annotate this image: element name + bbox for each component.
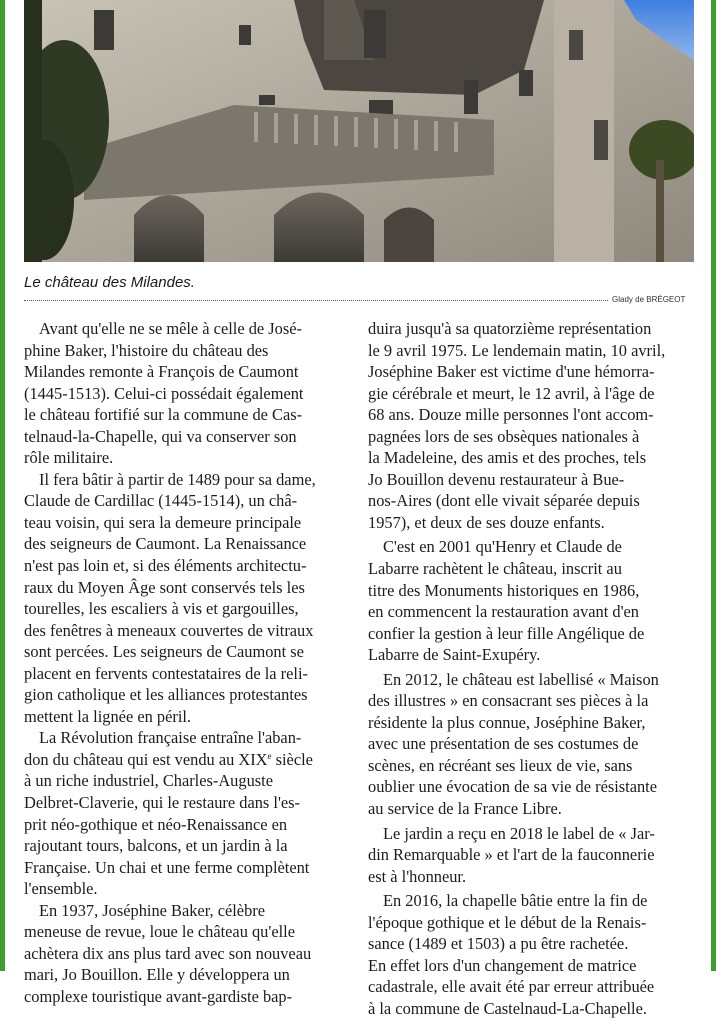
text-line: raux du Moyen Âge sont conservés tels les: [24, 577, 305, 597]
text-line: au service de la France Libre.: [368, 799, 562, 819]
text-line: titre des Monuments historiques en 1986,: [368, 580, 640, 600]
text-line: le château fortifié sur la commune de Cas-: [24, 405, 303, 425]
text-line: Il fera bâtir à partir de 1489 pour sa dame,: [39, 469, 316, 489]
text-line: [24, 749, 350, 771]
text-line: En 2016, la chapelle bâtie entre la fin de: [383, 891, 648, 911]
photo-caption: Le château des Milandes.: [24, 274, 195, 291]
text-line: nos-Aires (dont elle vivait séparée depuis: [368, 491, 640, 511]
text-line: Joséphine Baker est victime d'une hémorra-: [368, 362, 655, 382]
text-line: des illustres » en consacrant ses pièces à la: [368, 691, 649, 711]
text-line: confier la gestion à leur fille Angélique de: [368, 623, 645, 643]
text-line: 68 ans. Douze mille personnes l'ont accom-: [368, 405, 654, 425]
text-line: phine Baker, l'histoire du château des: [24, 340, 269, 360]
chateau-photo: [24, 0, 694, 262]
text-line: avec une présentation de ses costumes de: [368, 734, 639, 754]
text-line: à la commune de Castelnaud-La-Chapelle.: [368, 998, 647, 1018]
text-line: l'ensemble.: [24, 879, 98, 899]
text-line: teau voisin, qui sera la demeure principale: [24, 512, 302, 532]
text-line: des fenêtres à meneaux couvertes de vitraux: [24, 620, 314, 640]
text-line: din Remarquable » et l'art de la fauconnerie: [368, 845, 655, 865]
text-line: tourelles, les escaliers à vis et gargouilles,: [24, 599, 299, 619]
text-fragment: siècle: [271, 749, 313, 769]
paragraph: [24, 318, 350, 469]
paragraph: [24, 727, 350, 899]
text-line: mettent la lignée en péril.: [24, 706, 192, 726]
text-line: Claude de Cardillac (1445-1514), un châ-: [24, 491, 298, 511]
century-superscript: e: [267, 750, 272, 761]
text-line: telnaud-la-Chapelle, qui va conserver son: [24, 426, 297, 446]
text-line: oublier une évocation de sa vie de résistante: [368, 777, 658, 797]
text-line: En 1937, Joséphine Baker, célèbre: [39, 900, 266, 920]
text-line: C'est en 2001 qu'Henry et Claude de: [383, 537, 622, 557]
text-line: pagnées lors de ses obsèques nationales à: [368, 426, 640, 446]
text-line: En effet lors d'un changement de matrice: [368, 955, 637, 975]
text-line: prit néo-gothique et néo-Renaissance en: [24, 814, 288, 834]
text-line: sont percées. Les seigneurs de Caumont se: [24, 642, 304, 662]
paragraph: [368, 890, 694, 1019]
paragraph: [368, 823, 694, 888]
text-line: Française. Un chai et une ferme complètent: [24, 857, 310, 877]
paragraph: [24, 469, 350, 728]
text-line: à un riche industriel, Charles-Auguste: [24, 771, 273, 791]
text-line: Milandes remonte à François de Caumont: [24, 362, 299, 382]
page-border-left: [0, 0, 5, 971]
text-line: n'est pas loin et, si des éléments architectu-: [24, 556, 307, 576]
photo-credit: Glady de BRÉGEOT: [612, 295, 686, 304]
text-line: sance (1489 et 1503) a pu être rachetée.: [368, 934, 629, 954]
text-line: en commencent la restauration avant d'en: [368, 602, 640, 622]
text-line: mari, Jo Bouillon. Elle y développera un: [24, 965, 290, 985]
article-column-left: [24, 318, 350, 1008]
text-line: résidente la plus connue, Joséphine Baker,: [368, 712, 646, 732]
text-line: Le jardin a reçu en 2018 le label de « Jar-: [383, 823, 655, 843]
text-line: gion catholique et les alliances protestantes: [24, 685, 308, 705]
text-line: Labarre rachètent le château, inscrit au: [368, 559, 622, 579]
text-line: des seigneurs de Caumont. La Renaissance: [24, 534, 307, 554]
text-line: La Révolution française entraîne l'aban-: [39, 728, 302, 748]
text-line: rajoutant tours, balcons, et un jardin à la: [24, 836, 288, 856]
paragraph: [368, 318, 694, 533]
text-fragment: don du château qui est vendu au XIX: [24, 749, 268, 769]
text-line: complexe touristique avant-gardiste bap-: [24, 986, 293, 1006]
text-line: rôle militaire.: [24, 448, 114, 468]
text-line: 1957), et deux de ses douze enfants.: [368, 512, 605, 532]
text-line: Jo Bouillon devenu restaurateur à Bue-: [368, 469, 625, 489]
text-line: gie cérébrale et meurt, le 12 avril, à l'âge de: [368, 383, 655, 403]
paragraph: [368, 669, 694, 820]
paragraph: [24, 900, 350, 1008]
text-line: placent en fervents contestataires de la reli-: [24, 663, 308, 683]
text-line: Avant qu'elle ne se mêle à celle de José-: [39, 319, 302, 338]
text-line: Delbret-Claverie, qui le restaure dans l'es-: [24, 793, 301, 813]
text-line: le 9 avril 1975. Le lendemain matin, 10 avril,: [368, 340, 666, 360]
text-line: duira jusqu'à sa quatorzième représentation: [368, 319, 652, 338]
text-line: meneuse de revue, loue le château qu'elle: [24, 922, 295, 942]
text-line: l'époque gothique et le début de la Renais-: [368, 912, 647, 932]
text-line: est à l'honneur.: [368, 866, 467, 886]
text-line: cadastrale, elle avait été par erreur attribuée: [368, 977, 655, 997]
text-line: scènes, en récréant ses lieux de vie, sans: [368, 755, 633, 775]
text-line: En 2012, le château est labellisé « Maison: [383, 669, 659, 689]
text-line: la Madeleine, des amis et des proches, tels: [368, 448, 647, 468]
text-line: (1445-1513). Celui-ci possédait également: [24, 383, 304, 403]
page-border-right: [711, 0, 716, 971]
text-line: Labarre de Saint-Exupéry.: [368, 645, 541, 665]
paragraph: [368, 536, 694, 665]
article-column-right: [368, 318, 694, 1020]
caption-divider: [24, 300, 608, 301]
text-line: achètera dix ans plus tard avec son nouveau: [24, 943, 312, 963]
